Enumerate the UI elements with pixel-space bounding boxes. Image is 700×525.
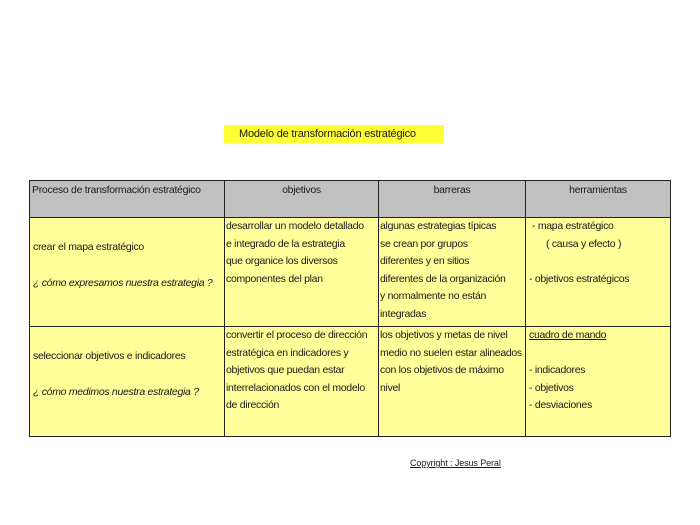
herramienta-heading: cuadro de mando bbox=[529, 329, 607, 341]
header-process: Proceso de transformación estratégico bbox=[30, 181, 225, 218]
objetivo-line: estratégica en indicadores y bbox=[226, 346, 349, 359]
barrera-line: algunas estrategias típicas bbox=[380, 220, 497, 232]
strategy-table bbox=[29, 180, 671, 437]
copyright-text: Copyright : Jesus Peral bbox=[410, 458, 501, 468]
barrera-line: se crean por grupos bbox=[380, 237, 468, 250]
herramienta-line: ( causa y efecto ) bbox=[546, 237, 622, 250]
barrera-line: medio no suelen estar alineados bbox=[380, 346, 522, 359]
row1-objetivos-cell bbox=[225, 218, 379, 327]
objetivo-line: convertir el proceso de dirección bbox=[226, 329, 368, 341]
barrera-line: y normalmente no están bbox=[380, 290, 487, 302]
herramienta-line: - mapa estratégico bbox=[532, 220, 614, 232]
barrera-line: diferentes y en sitios bbox=[380, 255, 470, 267]
header-herramientas: herramientas bbox=[526, 181, 671, 218]
objetivo-line: e integrado de la estrategia bbox=[226, 237, 345, 250]
row1-barreras-cell bbox=[379, 218, 526, 327]
herramienta-line: - objetivos bbox=[529, 381, 574, 394]
objetivo-line: objetivos que puedan estar bbox=[226, 364, 345, 376]
table-title: Modelo de transformación estratégico bbox=[224, 125, 444, 143]
process-question: ¿ cómo medimos nuestra estrategia ? bbox=[33, 386, 199, 398]
objetivo-line: de dirección bbox=[226, 399, 280, 411]
objetivo-line: que organice los diversos bbox=[226, 255, 338, 267]
barrera-line: los objetivos y metas de nivel bbox=[380, 329, 508, 341]
barrera-line: con los objetivos de máximo bbox=[380, 364, 504, 376]
process-label: seleccionar objetivos e indicadores bbox=[33, 350, 186, 362]
row2-objetivos-cell bbox=[225, 327, 379, 437]
row1-process-cell bbox=[30, 218, 225, 327]
barrera-line: nivel bbox=[380, 381, 401, 394]
barrera-line: integradas bbox=[380, 307, 427, 320]
herramienta-line: - objetivos estratégicos bbox=[529, 272, 630, 285]
objetivo-line: componentes del plan bbox=[226, 272, 323, 285]
objetivo-line: interrelacionados con el modelo bbox=[226, 381, 365, 394]
barrera-line: diferentes de la organización bbox=[380, 272, 506, 285]
herramienta-line: - indicadores bbox=[529, 364, 586, 376]
herramienta-line: - desviaciones bbox=[529, 399, 592, 411]
process-question: ¿ cómo expresamos nuestra estrategia ? bbox=[33, 277, 213, 289]
header-objetivos: objetivos bbox=[225, 181, 379, 218]
row2-herramientas-cell bbox=[526, 327, 671, 437]
row1-herramientas-cell bbox=[526, 218, 671, 327]
process-label: crear el mapa estratégico bbox=[33, 241, 144, 253]
objetivo-line: desarrollar un modelo detallado bbox=[226, 220, 364, 232]
row2-process-cell bbox=[30, 327, 225, 437]
header-barreras: barreras bbox=[379, 181, 526, 218]
row2-barreras-cell bbox=[379, 327, 526, 437]
